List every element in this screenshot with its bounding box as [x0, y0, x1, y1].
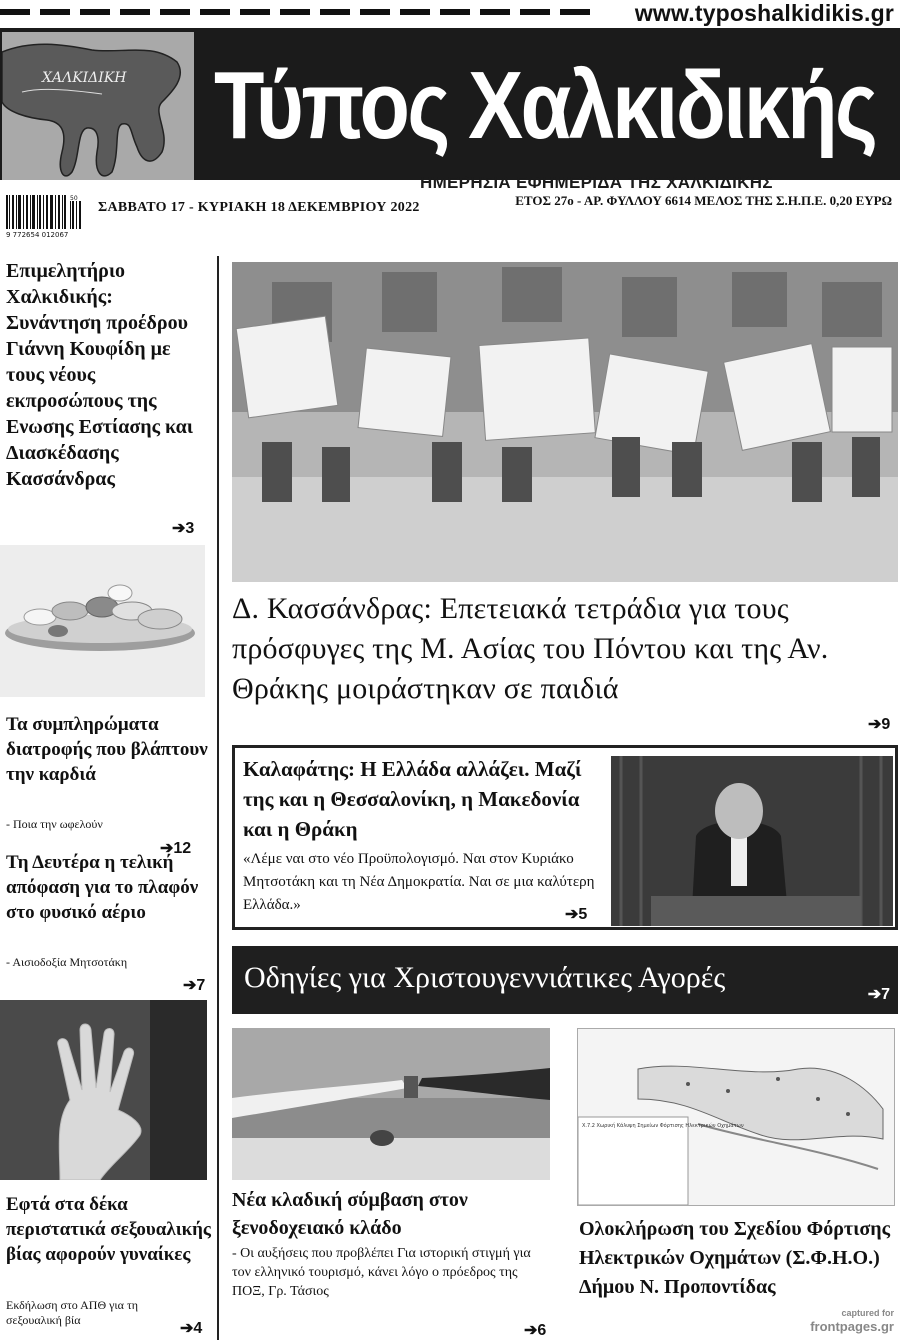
- left-story-2-headline[interactable]: Τα συμπληρώματα διατροφής που βλάπτουν την καρδιά: [6, 714, 208, 785]
- hotel-subline: - Οι αυξήσεις που προβλέπει Για ιστορική στιγμή για τον ελληνικό τουρισμό, κάνει λόγο ο πρόεδρος της ΠΟΞ, Γρ. Τάσιος: [232, 1246, 531, 1299]
- hotel-headline[interactable]: Νέα κλαδική σύμβαση στον ξενοδοχειακό κλάδο: [232, 1189, 468, 1239]
- left-story-4-subline: Εκδήλωση στο ΑΠΘ για τη σεξουαλική βία: [6, 1298, 139, 1327]
- kalafatis-headline[interactable]: Καλαφάτης: Η Ελλάδα αλλάζει. Μαζί της και η Θεσσαλονίκη, η Μακεδονία και η Θράκη: [243, 757, 582, 841]
- left-story-1-headline[interactable]: Επιμελητήριο Χαλκιδικής: Συνάντηση προέδρου Γιάννη Κουφίδη με τους νέους εκπροσώπους της Ενωσης Εστίασης και Διασκέδασης Κασσάνδρας: [6, 260, 193, 490]
- kalafatis-story-box[interactable]: [232, 745, 898, 930]
- chalkidiki-map-logo: [2, 32, 194, 188]
- masthead: [0, 28, 900, 192]
- raised-hand-photo: [0, 1000, 207, 1180]
- website-link[interactable]: www.typoshalkidikis.gr: [634, 0, 894, 26]
- kalafatis-quote: «Λέμε ναι στο νέο Προϋπολογισμό. Ναι στον Κυριάκο Μητσοτάκη και τη Νέα Δημοκρατία. Ναι σε μια καλύτερη Ελλάδα.»: [243, 851, 595, 913]
- watermark: captured for frontpages.gr: [810, 1308, 894, 1334]
- ev-charging-map: [577, 1028, 895, 1206]
- column-divider: [217, 256, 219, 1340]
- christmas-shopping-banner[interactable]: [232, 946, 898, 1014]
- ev-headline[interactable]: Ολοκλήρωση του Σχεδίου Φόρτισης Ηλεκτρικών Οχημάτων (Σ.Φ.Η.Ο.) Δήμου Ν. Προποντίδας: [579, 1218, 891, 1298]
- newspaper-subtitle: ΗΜΕΡΗΣΙΑ ΕΦΗΜΕΡΙΔΑ ΤΗΣ ΧΑΛΚΙΔΙΚΗΣ: [420, 173, 773, 192]
- left-story-1-page-ref[interactable]: ➔3: [172, 520, 195, 537]
- hotel-reception-photo: [232, 1028, 550, 1180]
- issue-info: ΕΤΟΣ 27ο - ΑΡ. ΦΥΛΛΟΥ 6614 ΜΕΛΟΣ ΤΗΣ Σ.Η.Π.Ε. 0,20 ΕΥΡΩ: [515, 193, 892, 208]
- barcode: [6, 195, 88, 239]
- left-story-2-subline: - Ποια την ωφελούν: [6, 817, 103, 831]
- banner-text: Οδηγίες για Χριστουγεννιάτικες Αγορές: [244, 961, 726, 994]
- hotel-page-ref[interactable]: ➔6: [524, 1322, 547, 1339]
- left-story-3-page-ref[interactable]: ➔7: [183, 977, 206, 994]
- svg-text:50: 50: [70, 195, 78, 202]
- newspaper-title: Τύπος Χαλκιδικής: [214, 52, 876, 159]
- kalafatis-photo: [611, 756, 893, 926]
- issue-date: ΣΑΒΒΑΤΟ 17 - ΚΥΡΙΑΚΗ 18 ΔΕΚΕΜΒΡΙΟΥ 2022: [98, 200, 420, 215]
- svg-text:9 772654 012067: 9 772654 012067: [6, 231, 69, 239]
- left-story-3-headline[interactable]: Τη Δευτέρα η τελική απόφαση για το πλαφόν στο φυσικό αέριο: [6, 852, 199, 923]
- map-label: ΧΑΛΚΙΔΙΚΗ: [42, 70, 127, 86]
- supplements-photo: [0, 545, 205, 697]
- left-story-2-page-ref[interactable]: ➔12: [160, 840, 192, 857]
- left-story-4-page-ref[interactable]: ➔4: [180, 1320, 203, 1337]
- kalafatis-page-ref[interactable]: ➔5: [565, 906, 588, 923]
- left-story-4-headline[interactable]: Εφτά στα δέκα περιστατικά σεξουαλικής βίας αφορούν γυναίκες: [6, 1194, 211, 1265]
- children-notebooks-photo: [232, 262, 898, 582]
- left-story-3-subline: - Αισιοδοξία Μητσοτάκη: [6, 955, 128, 969]
- main-headline[interactable]: Δ. Κασσάνδρας: Επετειακά τετράδια για τους πρόσφυγες της Μ. Ασίας του Πόντου και της Αν. Θράκης μοιράστηκαν σε παιδιά: [232, 592, 829, 705]
- main-story-page-ref[interactable]: ➔9: [868, 716, 891, 733]
- banner-page-ref[interactable]: ➔7: [867, 986, 890, 1003]
- ev-map-caption: Χ.7.2 Χωρική Κάλυψη Σημείων Φόρτισης Ηλεκτρικών Οχημάτων: [582, 1123, 744, 1129]
